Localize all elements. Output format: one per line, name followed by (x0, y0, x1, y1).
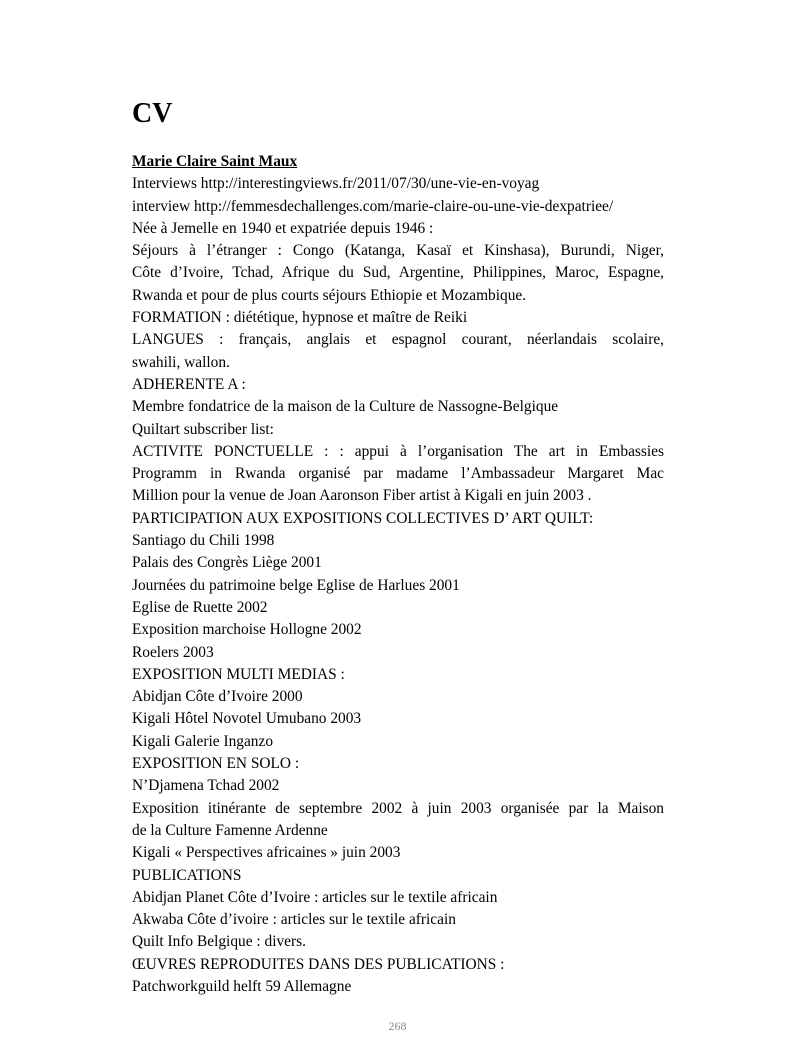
text-line: swahili, wallon. (132, 353, 230, 371)
text-line: Exposition itinérante de septembre 2002 à juin 2003 organisée par la Maison (132, 799, 664, 817)
text-line: Palais des Congrès Liège 2001 (132, 554, 322, 572)
text-line: Journées du patrimoine belge Eglise de Harlues 2001 (132, 576, 460, 594)
text-line: PUBLICATIONS (132, 866, 242, 884)
text-line: EXPOSITION EN SOLO : (132, 755, 300, 773)
text-line: Née à Jemelle en 1940 et expatriée depuis 1946 : (132, 219, 434, 237)
text-line: Million pour la venue de Joan Aaronson Fiber artist à Kigali en juin 2003 . (132, 487, 592, 505)
text-line: Roelers 2003 (132, 643, 214, 661)
text-line: ACTIVITE PONCTUELLE : : appui à l’organisation The art in Embassies (132, 442, 664, 460)
person-name: Marie Claire Saint Maux (132, 153, 298, 170)
text-line: Kigali Hôtel Novotel Umubano 2003 (132, 710, 362, 728)
text-line: Abidjan Côte d’Ivoire 2000 (132, 688, 303, 706)
text-line: EXPOSITION MULTI MEDIAS : (132, 665, 345, 683)
text-line: Quilt Info Belgique : divers. (132, 933, 306, 951)
page-heading: CV (132, 98, 173, 129)
text-line: LANGUES : français, anglais et espagnol courant, néerlandais scolaire, (132, 331, 664, 349)
text-line: Kigali « Perspectives africaines » juin 2003 (132, 844, 401, 862)
text-line: N’Djamena Tchad 2002 (132, 777, 280, 795)
page-number: 268 (388, 1019, 407, 1033)
text-line: Quiltart subscriber list: (132, 420, 274, 438)
text-line: Abidjan Planet Côte d’Ivoire : articles sur le textile africain (132, 888, 498, 906)
text-line: Côte d’Ivoire, Tchad, Afrique du Sud, Argentine, Philippines, Maroc, Espagne, (132, 264, 664, 282)
text-line: PARTICIPATION AUX EXPOSITIONS COLLECTIVES D’ ART QUILT: (132, 509, 594, 527)
text-line: Patchworkguild helft 59 Allemagne (132, 977, 352, 995)
text-line: ŒUVRES REPRODUITES DANS DES PUBLICATIONS : (132, 955, 505, 973)
text-line: Programm in Rwanda organisé par madame l’Ambassadeur Margaret Mac (132, 465, 664, 483)
text-line: interview http://femmesdechallenges.com/marie-claire-ou-une-vie-dexpatriee/ (132, 197, 614, 215)
text-line: de la Culture Famenne Ardenne (132, 821, 328, 839)
text-line: FORMATION : diététique, hypnose et maître de Reiki (132, 309, 468, 327)
text-line: Rwanda et pour de plus courts séjours Ethiopie et Mozambique. (132, 286, 527, 304)
text-line: ADHERENTE A : (132, 375, 246, 393)
cv-body (132, 151, 664, 998)
text-line: Eglise de Ruette 2002 (132, 598, 268, 616)
document-page (132, 0, 664, 1063)
text-line: Exposition marchoise Hollogne 2002 (132, 621, 362, 639)
text-line: Akwaba Côte d’ivoire : articles sur le textile africain (132, 911, 456, 929)
text-line: Interviews http://interestingviews.fr/2011/07/30/une-vie-en-voyag (132, 175, 540, 193)
text-line: Santiago du Chili 1998 (132, 532, 275, 550)
text-line: Membre fondatrice de la maison de la Culture de Nassogne-Belgique (132, 398, 559, 416)
text-line: Séjours à l’étranger : Congo (Katanga, Kasaï et Kinshasa), Burundi, Niger, (132, 242, 664, 260)
text-line: Kigali Galerie Inganzo (132, 732, 274, 750)
